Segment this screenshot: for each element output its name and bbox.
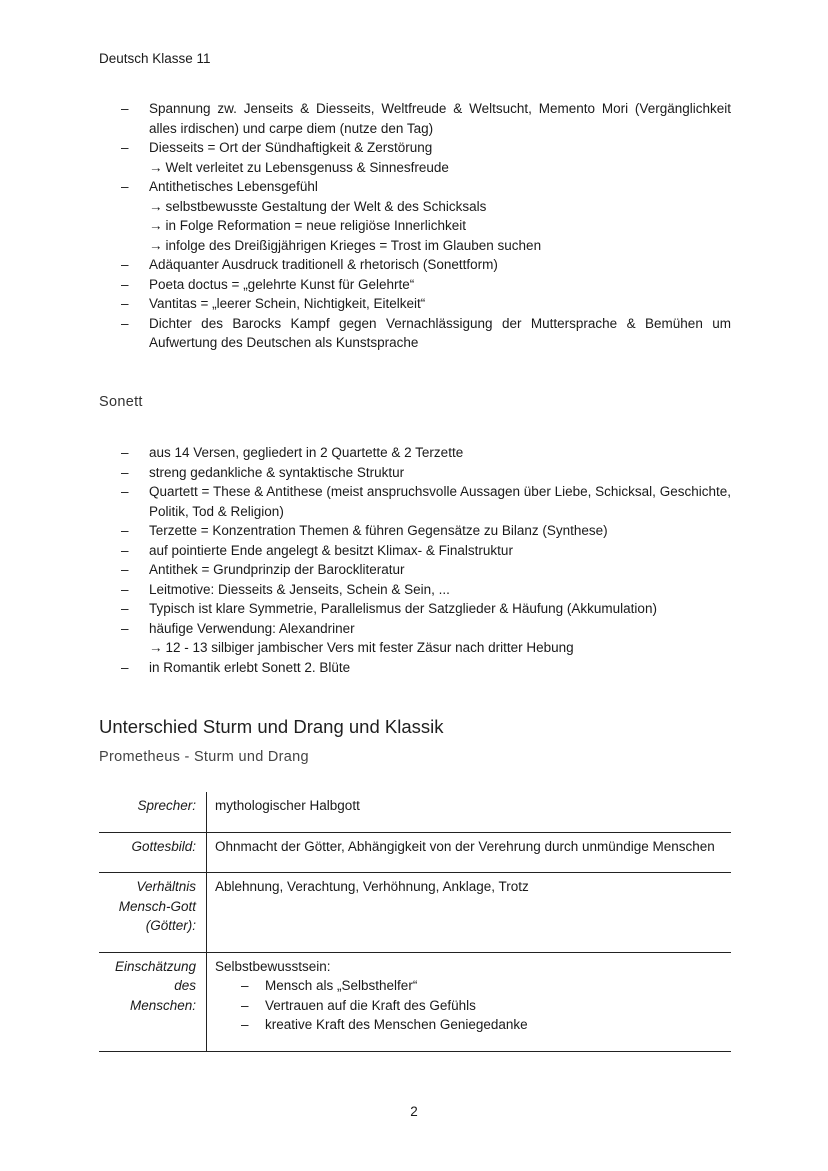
sub-item (149, 638, 731, 658)
list-item (99, 294, 731, 314)
table-row (99, 873, 731, 953)
sub-item-text: Welt verleitet zu Lebensgenuss & Sinnesfreude (165, 159, 449, 175)
dash-bullet-icon: – (241, 1017, 249, 1032)
dash-bullet-icon: – (121, 484, 129, 499)
list-item-text: Vantitas = „leerer Schein, Nichtigkeit, Eitelkeit“ (149, 296, 426, 311)
list-item-text: Quartett = These & Antithese (meist anspruchsvolle Aussagen über Liebe, Schicksal, Geschichte, Politik, Tod & Religion) (149, 484, 731, 519)
arrow-right-icon: → (149, 198, 163, 214)
sub-item-text: 12 - 13 silbiger jambischer Vers mit fester Zäsur nach dritter Hebung (165, 640, 574, 655)
dash-bullet-icon: – (121, 179, 129, 194)
list-item (99, 275, 731, 295)
dash-bullet-icon: – (121, 523, 129, 538)
list-item-text: Spannung zw. Jenseits & Diesseits, Weltfreude & Weltsucht, Memento Mori (Vergänglichkeit alles irdischen) und carpe diem (nutze den Tag) (149, 101, 731, 136)
sonett-bullet-list (99, 443, 731, 677)
list-item (99, 580, 731, 600)
row-value-text: Ohnmacht der Götter, Abhängigkeit von der Verehrung durch unmündige Menschen (215, 838, 715, 854)
table-row (99, 832, 731, 873)
row-label: Einschätzung des Menschen: (99, 952, 207, 1051)
row-value-list (215, 976, 723, 1035)
sub-item (149, 236, 731, 256)
row-label: Sprecher: (99, 792, 207, 832)
dash-bullet-icon: – (121, 542, 129, 558)
dash-bullet-icon: – (121, 620, 129, 636)
dash-bullet-icon: – (121, 296, 129, 311)
row-value-text: Ablehnung, Verachtung, Verhöhnung, Anklage, Trotz (215, 879, 529, 894)
dash-bullet-icon: – (121, 581, 129, 597)
list-item (99, 521, 731, 541)
list-item-text: Mensch als „Selbsthelfer“ (265, 978, 418, 993)
list-item-text: Poeta doctus = „gelehrte Kunst für Gelehrte“ (149, 276, 415, 292)
row-label: Gottesbild: (99, 832, 207, 873)
dash-bullet-icon: – (121, 140, 129, 155)
list-item-text: Terzette = Konzentration Themen & führen Gegensätze zu Bilanz (Synthese) (149, 523, 608, 538)
list-item (99, 619, 731, 658)
list-item-text: in Romantik erlebt Sonett 2. Blüte (149, 659, 351, 675)
section-heading: Unterschied Sturm und Drang und Klassik (99, 716, 444, 737)
list-item-text: Vertrauen auf die Kraft des Gefühls (265, 997, 476, 1013)
list-item-text: Adäquanter Ausdruck traditionell & rhetorisch (Sonettform) (149, 257, 498, 272)
dash-bullet-icon: – (241, 997, 249, 1013)
list-item (99, 314, 731, 353)
list-item (99, 177, 731, 255)
row-value (207, 792, 732, 832)
row-value (207, 873, 732, 953)
dash-bullet-icon: – (121, 464, 129, 480)
dash-bullet-icon: – (121, 276, 129, 292)
sonett-heading: Sonett (99, 394, 143, 410)
list-item-text: streng gedankliche & syntaktische Struktur (149, 464, 405, 480)
dash-bullet-icon: – (121, 659, 129, 675)
arrow-right-icon: → (149, 159, 163, 175)
dash-bullet-icon: – (121, 257, 129, 272)
list-item (99, 541, 731, 561)
list-item (99, 138, 731, 177)
sub-item (149, 158, 731, 178)
table-row (99, 952, 731, 1051)
prometheus-table (99, 792, 731, 1052)
list-item-text: aus 14 Versen, gegliedert in 2 Quartette & 2 Terzette (149, 445, 464, 460)
list-item (99, 482, 731, 521)
list-item (99, 443, 731, 463)
dash-bullet-icon: – (121, 562, 129, 577)
table-row (99, 792, 731, 832)
sub-item-text: in Folge Reformation = neue religiöse Innerlichkeit (165, 218, 467, 233)
dash-bullet-icon: – (121, 101, 129, 116)
sub-item (149, 216, 731, 236)
list-item-text: Dichter des Barocks Kampf gegen Vernachlässigung der Muttersprache & Bemühen um Aufwertung des Deutschen als Kunstsprache (149, 315, 731, 350)
row-label: Verhältnis Mensch-Gott (Götter): (99, 873, 207, 953)
sub-item (149, 197, 731, 217)
list-item-text: Diesseits = Ort der Sündhaftigkeit & Zerstörung (149, 140, 433, 155)
list-item (215, 996, 723, 1016)
list-item (99, 658, 731, 678)
row-value-text: mythologischer Halbgott (215, 798, 360, 813)
list-item (215, 976, 723, 996)
list-item-text: Leitmotive: Diesseits & Jenseits, Schein & Sein, ... (149, 581, 450, 597)
row-value-text: Selbstbewusstsein: (215, 958, 331, 974)
list-item (99, 255, 731, 275)
dash-bullet-icon: – (121, 445, 129, 460)
dash-bullet-icon: – (121, 315, 129, 331)
barock-bullet-list (99, 99, 731, 353)
list-item-text: Antithek = Grundprinzip der Barockliteratur (149, 562, 405, 577)
list-item (99, 599, 731, 619)
dash-bullet-icon: – (241, 978, 249, 993)
list-item-text: Typisch ist klare Symmetrie, Parallelismus der Satzglieder & Häufung (Akkumulation) (149, 601, 657, 616)
arrow-right-icon: → (149, 237, 163, 253)
page-number: 2 (410, 1104, 418, 1119)
list-item-text: häufige Verwendung: Alexandriner (149, 620, 355, 636)
row-value (207, 952, 732, 1051)
list-item-text: auf pointierte Ende angelegt & besitzt Klimax- & Finalstruktur (149, 542, 513, 558)
list-item (215, 1015, 723, 1035)
arrow-right-icon: → (149, 640, 163, 655)
dash-bullet-icon: – (121, 601, 129, 616)
arrow-right-icon: → (149, 218, 163, 233)
list-item-text: kreative Kraft des Menschen Geniegedanke (265, 1017, 528, 1032)
list-item (99, 99, 731, 138)
list-item-text: Antithetisches Lebensgefühl (149, 179, 318, 194)
sub-item-text: selbstbewusste Gestaltung der Welt & des Schicksals (165, 198, 487, 214)
subsection-heading: Prometheus - Sturm und Drang (99, 749, 309, 765)
list-item (99, 463, 731, 483)
row-value (207, 832, 732, 873)
sub-item-text: infolge des Dreißigjährigen Krieges = Trost im Glauben suchen (165, 237, 542, 253)
page-header: Deutsch Klasse 11 (99, 51, 211, 66)
list-item (99, 560, 731, 580)
